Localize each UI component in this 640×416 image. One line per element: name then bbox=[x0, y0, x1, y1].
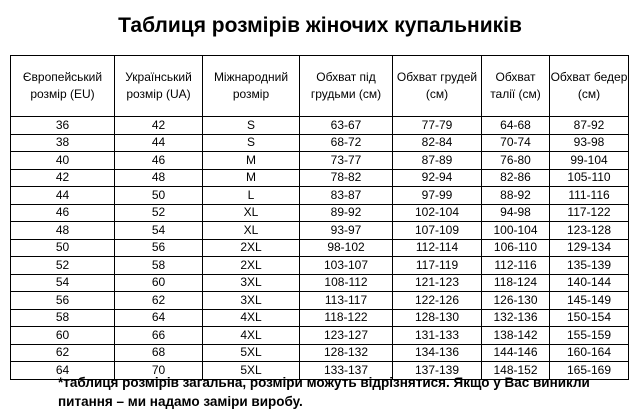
cell-underbust: 93-97 bbox=[300, 222, 393, 240]
cell-bust: 128-130 bbox=[393, 309, 482, 327]
cell-eu-size: 48 bbox=[11, 222, 115, 240]
header-eu-size: Європейський розмір (EU) bbox=[11, 56, 115, 117]
cell-ua-size: 46 bbox=[115, 152, 203, 170]
cell-underbust: 133-137 bbox=[300, 362, 393, 380]
cell-bust: 131-133 bbox=[393, 327, 482, 345]
cell-eu-size: 56 bbox=[11, 292, 115, 310]
cell-international-size: XL bbox=[203, 204, 300, 222]
size-table bbox=[10, 55, 629, 380]
cell-waist: 138-142 bbox=[482, 327, 550, 345]
table-header-row bbox=[11, 56, 629, 117]
cell-underbust: 108-112 bbox=[300, 274, 393, 292]
cell-international-size: M bbox=[203, 169, 300, 187]
page-title: Таблиця розмірів жіночих купальників bbox=[118, 14, 522, 37]
table-row bbox=[11, 169, 629, 187]
table-row bbox=[11, 344, 629, 362]
table-row bbox=[11, 239, 629, 257]
cell-eu-size: 62 bbox=[11, 344, 115, 362]
cell-eu-size: 54 bbox=[11, 274, 115, 292]
cell-eu-size: 52 bbox=[11, 257, 115, 275]
cell-underbust: 103-107 bbox=[300, 257, 393, 275]
cell-hips: 145-149 bbox=[550, 292, 629, 310]
cell-ua-size: 52 bbox=[115, 204, 203, 222]
cell-international-size: S bbox=[203, 117, 300, 135]
cell-international-size: XL bbox=[203, 222, 300, 240]
table-row bbox=[11, 292, 629, 310]
cell-international-size: 4XL bbox=[203, 327, 300, 345]
cell-bust: 112-114 bbox=[393, 239, 482, 257]
cell-bust: 121-123 bbox=[393, 274, 482, 292]
cell-waist: 144-146 bbox=[482, 344, 550, 362]
cell-underbust: 98-102 bbox=[300, 239, 393, 257]
cell-bust: 97-99 bbox=[393, 187, 482, 205]
cell-waist: 112-116 bbox=[482, 257, 550, 275]
cell-international-size: L bbox=[203, 187, 300, 205]
cell-hips: 105-110 bbox=[550, 169, 629, 187]
table-row bbox=[11, 309, 629, 327]
cell-ua-size: 50 bbox=[115, 187, 203, 205]
cell-waist: 106-110 bbox=[482, 239, 550, 257]
cell-ua-size: 44 bbox=[115, 134, 203, 152]
cell-eu-size: 50 bbox=[11, 239, 115, 257]
table-body bbox=[11, 117, 629, 380]
cell-underbust: 78-82 bbox=[300, 169, 393, 187]
cell-bust: 137-139 bbox=[393, 362, 482, 380]
cell-ua-size: 54 bbox=[115, 222, 203, 240]
cell-underbust: 63-67 bbox=[300, 117, 393, 135]
cell-underbust: 123-127 bbox=[300, 327, 393, 345]
cell-underbust: 89-92 bbox=[300, 204, 393, 222]
cell-ua-size: 66 bbox=[115, 327, 203, 345]
cell-eu-size: 64 bbox=[11, 362, 115, 380]
cell-ua-size: 56 bbox=[115, 239, 203, 257]
cell-hips: 129-134 bbox=[550, 239, 629, 257]
cell-hips: 150-154 bbox=[550, 309, 629, 327]
header-bust: Обхват грудей (см) bbox=[393, 56, 482, 117]
cell-ua-size: 48 bbox=[115, 169, 203, 187]
table-row bbox=[11, 152, 629, 170]
cell-ua-size: 68 bbox=[115, 344, 203, 362]
cell-international-size: 5XL bbox=[203, 344, 300, 362]
cell-eu-size: 60 bbox=[11, 327, 115, 345]
cell-waist: 82-86 bbox=[482, 169, 550, 187]
cell-ua-size: 60 bbox=[115, 274, 203, 292]
cell-waist: 148-152 bbox=[482, 362, 550, 380]
cell-hips: 99-104 bbox=[550, 152, 629, 170]
cell-hips: 155-159 bbox=[550, 327, 629, 345]
cell-eu-size: 42 bbox=[11, 169, 115, 187]
table-row bbox=[11, 222, 629, 240]
cell-waist: 70-74 bbox=[482, 134, 550, 152]
cell-eu-size: 36 bbox=[11, 117, 115, 135]
cell-ua-size: 64 bbox=[115, 309, 203, 327]
cell-international-size: 2XL bbox=[203, 257, 300, 275]
header-ua-size: Український розмір (UA) bbox=[115, 56, 203, 117]
cell-bust: 117-119 bbox=[393, 257, 482, 275]
cell-waist: 64-68 bbox=[482, 117, 550, 135]
cell-international-size: M bbox=[203, 152, 300, 170]
cell-waist: 94-98 bbox=[482, 204, 550, 222]
cell-hips: 140-144 bbox=[550, 274, 629, 292]
cell-ua-size: 70 bbox=[115, 362, 203, 380]
cell-bust: 122-126 bbox=[393, 292, 482, 310]
table-row bbox=[11, 257, 629, 275]
cell-underbust: 128-132 bbox=[300, 344, 393, 362]
cell-bust: 82-84 bbox=[393, 134, 482, 152]
cell-bust: 134-136 bbox=[393, 344, 482, 362]
header-international-size: Міжнародний розмір bbox=[203, 56, 300, 117]
cell-international-size: 3XL bbox=[203, 292, 300, 310]
cell-hips: 93-98 bbox=[550, 134, 629, 152]
cell-hips: 165-169 bbox=[550, 362, 629, 380]
cell-waist: 132-136 bbox=[482, 309, 550, 327]
cell-underbust: 68-72 bbox=[300, 134, 393, 152]
cell-waist: 126-130 bbox=[482, 292, 550, 310]
table-row bbox=[11, 327, 629, 345]
table-row bbox=[11, 134, 629, 152]
cell-ua-size: 62 bbox=[115, 292, 203, 310]
header-hips: Обхват бедер (см) bbox=[550, 56, 629, 117]
cell-underbust: 113-117 bbox=[300, 292, 393, 310]
cell-international-size: 3XL bbox=[203, 274, 300, 292]
cell-eu-size: 44 bbox=[11, 187, 115, 205]
cell-hips: 160-164 bbox=[550, 344, 629, 362]
cell-bust: 102-104 bbox=[393, 204, 482, 222]
footnote: *таблиця розмірів загальна, розміри можуть відрізнятися. Якщо у Вас виникли питання – ми надамо заміри виробу. bbox=[58, 375, 590, 409]
cell-bust: 87-89 bbox=[393, 152, 482, 170]
table-row bbox=[11, 204, 629, 222]
cell-bust: 107-109 bbox=[393, 222, 482, 240]
cell-bust: 77-79 bbox=[393, 117, 482, 135]
cell-waist: 88-92 bbox=[482, 187, 550, 205]
cell-waist: 118-124 bbox=[482, 274, 550, 292]
cell-international-size: S bbox=[203, 134, 300, 152]
cell-hips: 117-122 bbox=[550, 204, 629, 222]
header-waist: Обхват талії (см) bbox=[482, 56, 550, 117]
table-row bbox=[11, 117, 629, 135]
cell-international-size: 2XL bbox=[203, 239, 300, 257]
cell-underbust: 118-122 bbox=[300, 309, 393, 327]
cell-hips: 123-128 bbox=[550, 222, 629, 240]
cell-hips: 111-116 bbox=[550, 187, 629, 205]
cell-eu-size: 46 bbox=[11, 204, 115, 222]
cell-eu-size: 38 bbox=[11, 134, 115, 152]
cell-underbust: 73-77 bbox=[300, 152, 393, 170]
cell-hips: 87-92 bbox=[550, 117, 629, 135]
cell-international-size: 5XL bbox=[203, 362, 300, 380]
table-row bbox=[11, 274, 629, 292]
cell-international-size: 4XL bbox=[203, 309, 300, 327]
cell-eu-size: 58 bbox=[11, 309, 115, 327]
cell-hips: 135-139 bbox=[550, 257, 629, 275]
header-underbust: Обхват під грудьми (см) bbox=[300, 56, 393, 117]
cell-ua-size: 58 bbox=[115, 257, 203, 275]
cell-underbust: 83-87 bbox=[300, 187, 393, 205]
cell-eu-size: 40 bbox=[11, 152, 115, 170]
cell-bust: 92-94 bbox=[393, 169, 482, 187]
table-row bbox=[11, 187, 629, 205]
cell-waist: 76-80 bbox=[482, 152, 550, 170]
cell-waist: 100-104 bbox=[482, 222, 550, 240]
cell-ua-size: 42 bbox=[115, 117, 203, 135]
